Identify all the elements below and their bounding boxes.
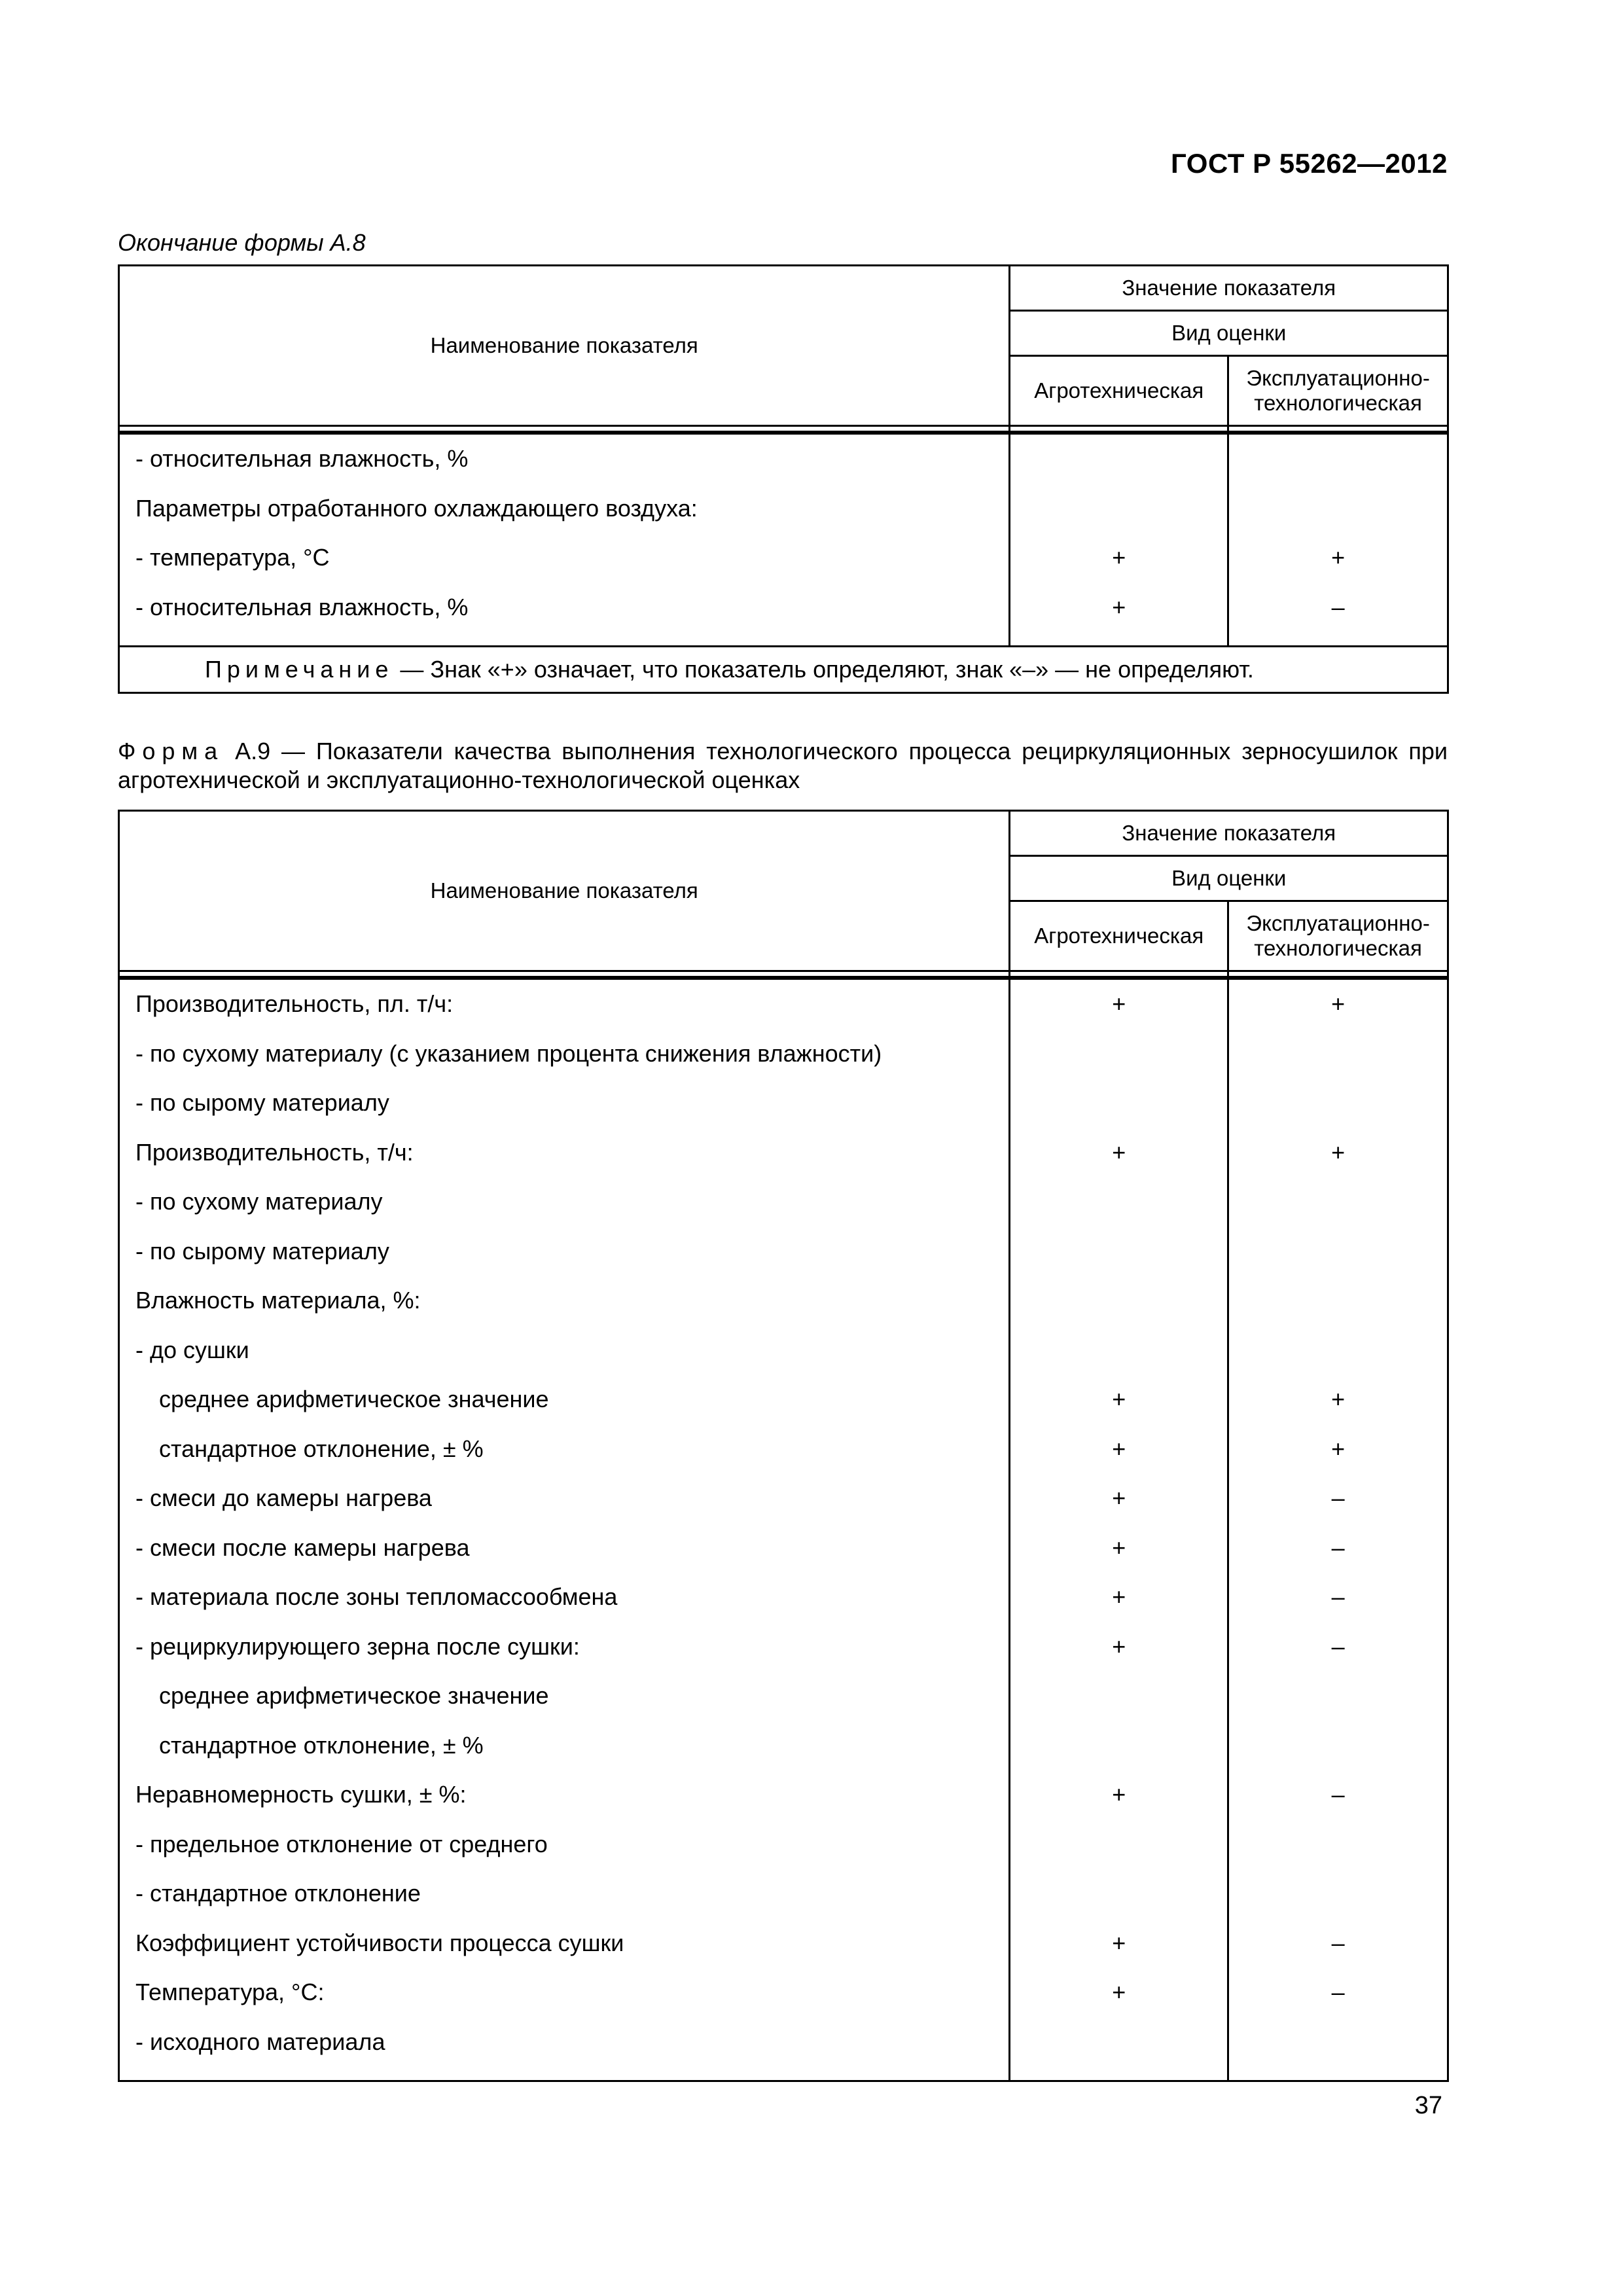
row-name: Коэффициент устойчивости процесса сушки — [135, 1929, 624, 1956]
row-expl-mark — [1229, 442, 1447, 492]
row-name: - стандартное отклонение — [135, 1880, 421, 1907]
row-name: - по сухому материалу — [135, 1188, 383, 1215]
row-agro-mark: + — [1112, 1435, 1126, 1462]
column-header-value: Значение показателя — [1010, 266, 1448, 311]
row-name: - смеси после камеры нагрева — [135, 1534, 470, 1561]
row-name: - по сырому материалу — [135, 1237, 389, 1265]
agro-column — [1010, 434, 1228, 647]
row-expl-mark — [1229, 1729, 1447, 1779]
row-agro-mark: + — [1112, 1781, 1126, 1808]
row-agro-mark — [1010, 2026, 1227, 2075]
row-expl-mark: – — [1331, 593, 1345, 620]
row-expl-mark — [1229, 1284, 1447, 1334]
expl-column — [1228, 434, 1448, 647]
row-agro-mark — [1010, 1086, 1227, 1136]
row-name: - по сырому материалу — [135, 1089, 389, 1116]
row-agro-mark — [1010, 1284, 1227, 1334]
row-name: - предельное отклонение от среднего — [135, 1830, 548, 1857]
row-expl-mark: + — [1331, 1138, 1346, 1166]
column-header-assessment: Вид оценки — [1010, 311, 1448, 356]
row-name: стандартное отклонение, ± % — [159, 1435, 484, 1462]
row-expl-mark — [1229, 1235, 1447, 1285]
column-header-assessment: Вид оценки — [1010, 856, 1448, 901]
row-name: Неравномерность сушки, ± %: — [135, 1781, 467, 1808]
form-a8-caption: Окончание формы А.8 — [118, 229, 366, 256]
row-name: - относительная влажность, % — [135, 445, 469, 472]
row-agro-mark: + — [1112, 1632, 1126, 1660]
row-agro-mark: + — [1112, 544, 1126, 571]
table-note — [119, 647, 1448, 693]
row-agro-mark — [1010, 492, 1227, 542]
row-expl-mark: – — [1331, 1781, 1345, 1808]
row-name: Производительность, т/ч: — [135, 1138, 414, 1166]
row-name: среднее арифметическое значение — [159, 1682, 549, 1709]
form-a9-caption — [118, 737, 1448, 795]
row-name: Температура, °С: — [135, 1979, 325, 2005]
row-expl-mark — [1229, 1185, 1447, 1235]
column-header-name: Наименование показателя — [119, 811, 1010, 971]
row-expl-mark: + — [1331, 544, 1346, 571]
header-row — [119, 266, 1448, 311]
row-expl-mark — [1229, 1334, 1447, 1384]
row-agro-mark — [1010, 1185, 1227, 1235]
names-column — [119, 979, 1010, 2081]
row-name: Параметры отработанного охлаждающего воздуха: — [135, 494, 698, 522]
column-header-agro: Агротехническая — [1010, 356, 1228, 426]
row-expl-mark — [1229, 2026, 1447, 2075]
row-expl-mark: – — [1331, 1583, 1345, 1610]
row-agro-mark — [1010, 1334, 1227, 1384]
note-label: Примечание — [205, 656, 394, 683]
row-expl-mark: + — [1331, 990, 1346, 1017]
header-row — [119, 811, 1448, 856]
column-header-agro: Агротехническая — [1010, 901, 1228, 971]
row-expl-mark — [1229, 1877, 1447, 1927]
row-name: - материала после зоны тепломассообмена — [135, 1583, 618, 1610]
row-agro-mark: + — [1112, 1979, 1126, 2005]
form-a9-table — [118, 810, 1449, 2082]
column-header-expl: Эксплуатационно-технологическая — [1228, 901, 1448, 971]
row-expl-mark: – — [1331, 1632, 1345, 1660]
row-name: - рециркулирующего зерна после сушки: — [135, 1632, 580, 1660]
names-column — [119, 434, 1010, 647]
page-number: 37 — [1414, 2092, 1442, 2119]
row-agro-mark — [1010, 1729, 1227, 1779]
row-expl-mark — [1229, 1037, 1447, 1087]
row-expl-mark: – — [1331, 1979, 1345, 2005]
row-name: стандартное отклонение, ± % — [159, 1731, 484, 1759]
row-expl-mark — [1229, 492, 1447, 542]
row-name: - по сухому материалу (с указанием процента снижения влажности) — [135, 1039, 882, 1067]
row-agro-mark — [1010, 1877, 1227, 1927]
column-header-value: Значение показателя — [1010, 811, 1448, 856]
row-agro-mark: + — [1112, 1583, 1126, 1610]
expl-column — [1228, 979, 1448, 2081]
row-agro-mark: + — [1112, 1484, 1126, 1511]
row-expl-mark — [1229, 1679, 1447, 1729]
row-agro-mark — [1010, 1037, 1227, 1087]
row-name: - температура, °С — [135, 544, 330, 571]
row-name: - смеси до камеры нагрева — [135, 1484, 432, 1511]
row-agro-mark: + — [1112, 1929, 1126, 1956]
row-expl-mark: + — [1331, 1435, 1346, 1462]
document-code: ГОСТ Р 55262—2012 — [1171, 148, 1448, 179]
column-header-expl: Эксплуатационно-технологическая — [1228, 356, 1448, 426]
row-name: среднее арифметическое значение — [159, 1386, 549, 1412]
row-agro-mark: + — [1112, 593, 1126, 620]
row-name: - до сушки — [135, 1336, 249, 1363]
row-agro-mark: + — [1112, 1386, 1126, 1412]
row-expl-mark — [1229, 1828, 1447, 1878]
note-text: — Знак «+» означает, что показатель определяют, знак «–» — не определяют. — [393, 656, 1254, 683]
row-agro-mark: + — [1112, 990, 1126, 1017]
row-name: - исходного материала — [135, 2028, 385, 2055]
row-agro-mark — [1010, 1679, 1227, 1729]
row-name: Влажность материала, %: — [135, 1287, 421, 1314]
row-name: Производительность, пл. т/ч: — [135, 990, 454, 1017]
row-expl-mark: + — [1331, 1386, 1346, 1412]
row-expl-mark: – — [1331, 1484, 1345, 1511]
row-agro-mark: + — [1112, 1138, 1126, 1166]
row-agro-mark: + — [1112, 1534, 1126, 1561]
row-agro-mark — [1010, 1235, 1227, 1285]
row-name: - относительная влажность, % — [135, 593, 469, 620]
form-a9-caption-label: Форма — [118, 738, 224, 764]
column-header-name: Наименование показателя — [119, 266, 1010, 426]
agro-column — [1010, 979, 1228, 2081]
row-agro-mark — [1010, 1828, 1227, 1878]
row-expl-mark: – — [1331, 1929, 1345, 1956]
form-a8-table — [118, 264, 1449, 694]
row-expl-mark — [1229, 1086, 1447, 1136]
row-expl-mark: – — [1331, 1534, 1345, 1561]
row-agro-mark — [1010, 442, 1227, 492]
form-a9-caption-text: А.9 — Показатели качества выполнения технологического процесса рециркуляционных зерносушилок при агротехнической и эксплуатационно-технологической оценках — [118, 738, 1448, 793]
